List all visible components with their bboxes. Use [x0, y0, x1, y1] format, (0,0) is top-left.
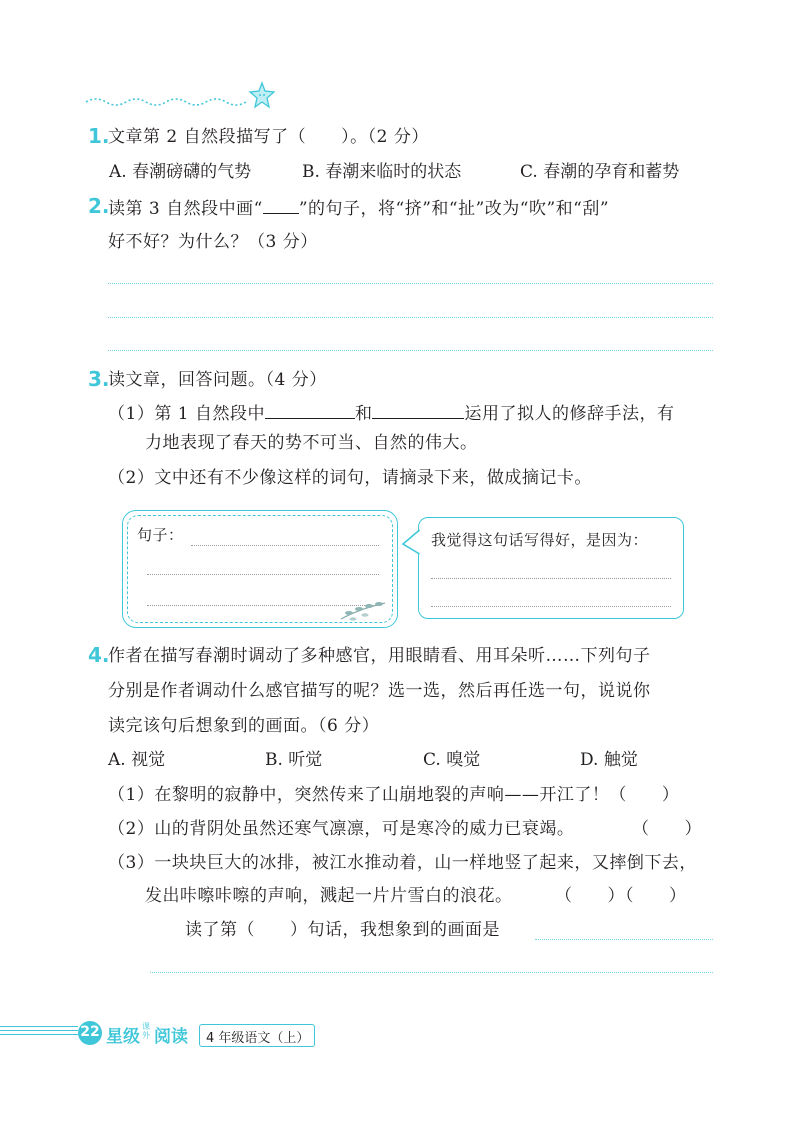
fill-blank[interactable]: [265, 400, 355, 419]
brand-logo-star: 星级: [106, 1027, 140, 1047]
question-4-sentence-3-line1: （3）一块块巨大的冰排，被江水推动着，山一样地竖了起来，又摔倒下去，: [108, 853, 697, 873]
question-1-stem: 文章第 2 自然段描写了（ ）。（2 分）: [108, 127, 429, 147]
answer-line[interactable]: [191, 545, 379, 546]
question-4-option-a: A. 视觉: [108, 750, 166, 770]
card-reason-label: 我觉得这句话写得好，是因为：: [431, 531, 649, 549]
question-3-sub1: [108, 400, 674, 426]
leaf-decoration-icon: [337, 595, 393, 623]
brand-logo-small: 课外: [142, 1022, 150, 1040]
question-2-stem-before: 读第 3 自然段中画“: [108, 199, 263, 219]
question-3-number: 3.: [88, 367, 110, 391]
question-1-number: 1.: [88, 124, 110, 148]
answer-line[interactable]: [147, 574, 379, 575]
question-4-option-c: C. 嗅觉: [423, 750, 481, 770]
question-4-stem-line1: 作者在描写春潮时调动了多种感官，用眼睛看、用耳朵听……下列句子: [108, 646, 651, 666]
question-4-read-line: 读了第（ ）句话，我想象到的画面是: [185, 920, 500, 940]
answer-line[interactable]: [150, 972, 713, 973]
question-1-option-c: C. 春潮的孕育和蓄势: [520, 162, 680, 182]
question-3-sub1-line2: 力地表现了春天的势不可当、自然的伟大。: [145, 433, 478, 453]
question-4-option-d: D. 触觉: [580, 750, 638, 770]
speech-bubble-tail: [401, 528, 421, 558]
excerpt-card-right: [418, 517, 684, 619]
underline-sample: [263, 195, 299, 214]
question-1-option-a: A. 春潮磅礴的气势: [109, 162, 252, 182]
answer-line[interactable]: [108, 317, 713, 318]
question-2-stem-after: ”的句子，将“挤”和“扯”改为“吹”和“刮”: [298, 199, 610, 219]
question-3-sub1-c: 运用了拟人的修辞手法，有: [464, 404, 675, 424]
question-3-sub2: （2）文中还有不少像这样的词句，请摘录下来，做成摘记卡。: [108, 468, 592, 488]
question-2-number: 2.: [88, 194, 110, 218]
footer-rule: [0, 1026, 78, 1038]
question-3-sub1-b: 和: [354, 404, 373, 424]
question-4-number: 4.: [88, 643, 110, 667]
grade-label: 4 年级语文（上）: [206, 1031, 310, 1046]
question-3-sub1-a: （1）第 1 自然段中: [108, 404, 265, 424]
question-4-sentence-2-answer[interactable]: （ ）: [632, 819, 702, 839]
question-3-stem: 读文章，回答问题。（4 分）: [108, 370, 327, 390]
question-4-sentence-1: （1）在黎明的寂静中，突然传来了山崩地裂的声响——开江了！（ ）: [108, 785, 680, 805]
answer-line[interactable]: [108, 283, 713, 284]
question-4-sentence-2: （2）山的背阴处虽然还寒气凛凛，可是寒冷的威力已衰竭。: [108, 819, 575, 839]
question-4-sentence-3-answer[interactable]: （ ）（ ）: [555, 886, 687, 906]
question-4-sentence-3-line2: 发出咔嚓咔嚓的声响，溅起一片片雪白的浪花。: [145, 886, 513, 906]
question-2-stem-line2: 好不好？为什么？（3 分）: [108, 232, 318, 252]
card-sentence-label: 句子：: [137, 526, 184, 544]
answer-line[interactable]: [535, 939, 713, 940]
question-4-option-b: B. 听觉: [265, 750, 323, 770]
question-4-stem-line2: 分别是作者调动什么感官描写的呢？选一选，然后再任选一句，说说你: [108, 681, 651, 701]
question-2-stem: [108, 195, 609, 221]
answer-line[interactable]: [431, 606, 671, 607]
brand-logo-reading: 阅读: [154, 1027, 188, 1047]
question-4-stem-line3: 读完该句后想象到的画面。（6 分）: [108, 716, 380, 736]
page-number: 22: [80, 1024, 100, 1040]
question-1-option-b: B. 春潮来临时的状态: [302, 162, 462, 182]
answer-line[interactable]: [108, 350, 713, 351]
star-icon: [247, 80, 277, 110]
excerpt-card-left: [122, 510, 398, 628]
answer-line[interactable]: [431, 578, 671, 579]
fill-blank[interactable]: [372, 400, 464, 419]
